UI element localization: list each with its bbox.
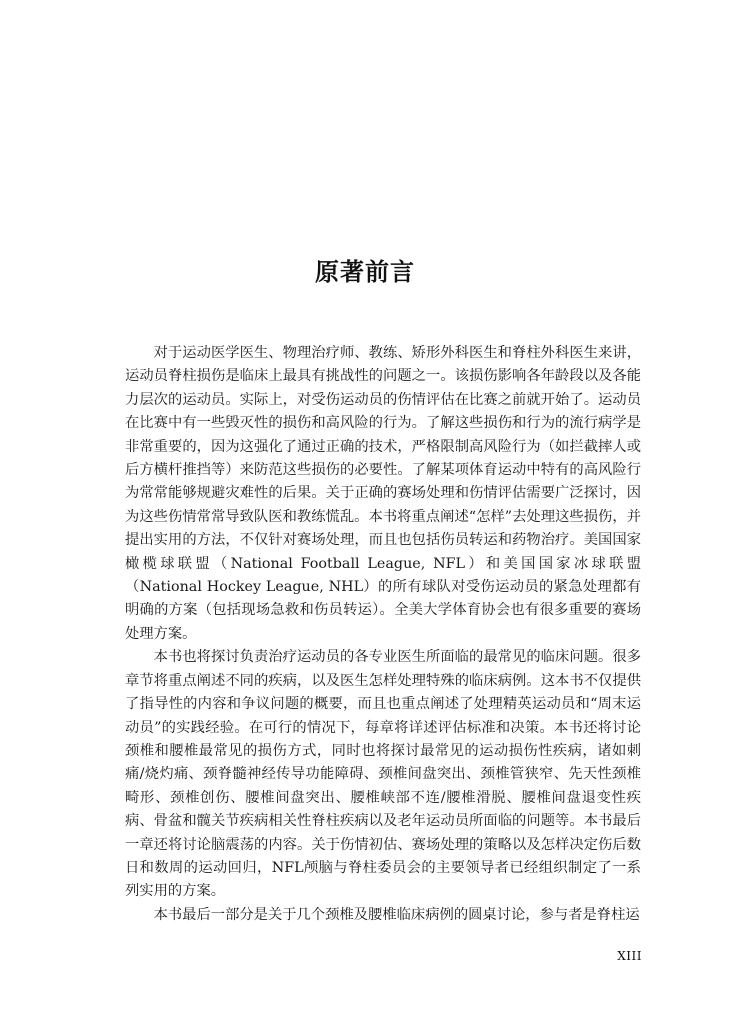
paragraph-1: 对于运动医学医生、物理治疗师、教练、矫形外科医生和脊柱外科医生来讲，运动员脊柱损伤是临床上最具有挑战性的问题之一。该损伤影响各年龄段以及各能力层次的运动员。实际上，对受伤运动员的伤情评估在比赛之前就开始了。运动员在比赛中有一些毁灭性的损伤和高风险的行为。了解这些损伤和行为的流行病学是非常重要的，因为这强化了通过正确的技术，严格限制高风险行为（如拦截摔人或后方横杆推挡等）来防范这些损伤的必要性。了解某项体育运动中特有的高风险行为常常能够规避灾难性的后果。关于正确的赛场处理和伤情评估需要广泛探讨，因为这些伤情常常导致队医和教练慌乱。本书将重点阐述“怎样”去处理这些损伤，并提出实用的方法，不仅针对赛场处理，而且也包括伤员转运和药物治疗。美国国家橄榄球联盟（National Football League, NFL）和美国国家冰球联盟（National Hockey League, NHL）的所有球队对受伤运动员的紧急处理都有明确的方案（包括现场急救和伤员转运）。全美大学体育协会也有很多重要的赛场处理方案。 xyxy=(125,345,641,642)
paragraph-3: 本书最后一部分是关于几个颈椎及腰椎临床病例的圆桌讨论，参与者是脊柱运 xyxy=(153,906,640,923)
preface-body xyxy=(125,342,641,927)
page-title: 原著前言 xyxy=(315,257,415,286)
paragraph-2: 本书也将探讨负责治疗运动员的各专业医生所面临的最常见的临床问题。很多章节将重点阐述不同的疾病，以及医生怎样处理特殊的临床病例。这本书不仅提供了指导性的内容和争议问题的概要，而且也重点阐述了处理精英运动员和“周末运动员”的实践经验。在可行的情况下，每章将详述评估标准和决策。本书还将讨论颈椎和腰椎最常见的损伤方式，同时也将探讨最常见的运动损伤性疾病，诸如刺痛/烧灼痛、颈脊髓神经传导功能障碍、颈椎间盘突出、颈椎管狭窄、先天性颈椎畸形、颈椎创伤、腰椎间盘突出、腰椎峡部不连/腰椎滑脱、腰椎间盘退变性疾病、骨盆和髋关节疾病相关性脊柱疾病以及老年运动员所面临的问题等。本书最后一章还将讨论脑震荡的内容。关于伤情初估、赛场处理的策略以及怎样决定伤后数日和数周的运动回归，NFL颅脑与脊柱委员会的主要领导者已经组织制定了一系列实用的方案。 xyxy=(125,649,641,900)
page-number: XIII xyxy=(617,949,642,963)
